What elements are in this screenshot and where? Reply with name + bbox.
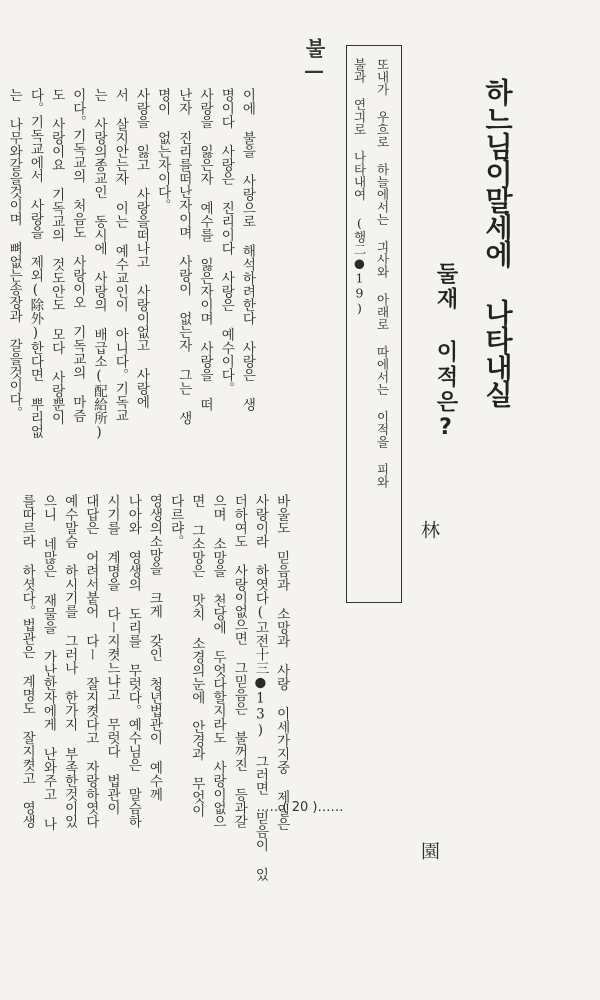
text-column: 이다。기독교의 처음도 사랑이오 기독교의 마즘 — [69, 88, 86, 422]
text-column: 이에 불을 사랑으로 해석하려한다 사랑은 생 — [239, 88, 256, 411]
text-column: 다。기독교에서 사랑을 제외(除外)한다면 뿌리없 — [27, 88, 44, 438]
text-column: 명이 없는자이다。 — [154, 88, 171, 212]
text-column: 바울도 믿음과 소망과 사랑 이세가지중 제일은 — [273, 494, 290, 831]
text-column: 난자 진리를떠난자이며 사랑이 없는자 그는 생 — [175, 88, 192, 425]
text-column: 영생의소망을 크게 갖인 청년법관이 예수께 — [146, 494, 163, 801]
page-number: ……( 20 )…… — [256, 800, 344, 815]
text-column: 사랑을 잃고 사랑을떠나고 사랑이없고 사랑에 — [133, 88, 150, 409]
text-column: 사랑을 잃은자 예수를 잃은자이며 사랑을 떠 — [197, 88, 214, 411]
text-column: 사랑이라 하엿다(고전十三●13) 그러면 믿음이 있 — [252, 494, 269, 881]
text-column: 대답은 어려서붙어 다ー 잘지켯다고 자랑하엿다 — [82, 494, 99, 828]
text-column: 으며 소망을 천당에 두엇다할지라도 사랑이없으 — [210, 494, 227, 828]
text-column: 도 사랑이요 기독교의 것도안도 모다 사랑뿐이 — [48, 88, 65, 425]
text-column: 면 그소망은 맛치 소경의눈에 안경과 무엇이 — [188, 494, 205, 817]
text-column: 명이다 사랑은 진리이다 사랑은 예수이다。 — [218, 88, 235, 395]
text-column: 서 살지안는자 이는 예수교인이 아니다。기독교 — [112, 88, 129, 422]
author-name: 林 園 — [418, 520, 440, 1000]
body-text-lower — [16, 494, 292, 881]
text-column: 시기를 계명을 다ー지켯느냐고 무럿다 법관이 — [104, 494, 121, 815]
text-column: 나아와 영생의 도리를 무럿다。예수님은 말슴하 — [125, 494, 142, 828]
text-column: 으니 네많은 재물을 가난한자에게 난와주고 나 — [40, 494, 57, 831]
text-column: 는 사랑의종교인 동시에 사랑의 배급소(配給所) — [91, 88, 108, 441]
section-heading: 불— — [302, 38, 326, 82]
text-column: 다르랴。 — [167, 494, 184, 548]
text-column: 를따르라 하셧다。법관은 계명도 잘지켯고 영생 — [19, 494, 36, 828]
article-subtitle: 둘재 이적은? — [433, 262, 458, 443]
text-column: 예수말슴 하시기를 그러나 한가지 부족한것이있 — [61, 494, 78, 828]
article-title: 하느님이말세에 나타내실 — [481, 78, 514, 407]
text-column: 더하여도 사랑이없으면 그믿음은 불꺼진 등과갈 — [231, 494, 248, 828]
text-column: 는 나무와갈을것이며 뼈없는송장과 갈을것이다。 — [6, 88, 23, 420]
epigraph-line: 불과 연긔로 나타내여 (행二●19) — [352, 58, 367, 316]
body-text-upper — [3, 88, 257, 498]
epigraph-line: 또내가 우흐로 하늘에서는 긔사와 아래로 따에서는 이적을 피와 — [375, 58, 390, 488]
epigraph — [348, 58, 394, 598]
